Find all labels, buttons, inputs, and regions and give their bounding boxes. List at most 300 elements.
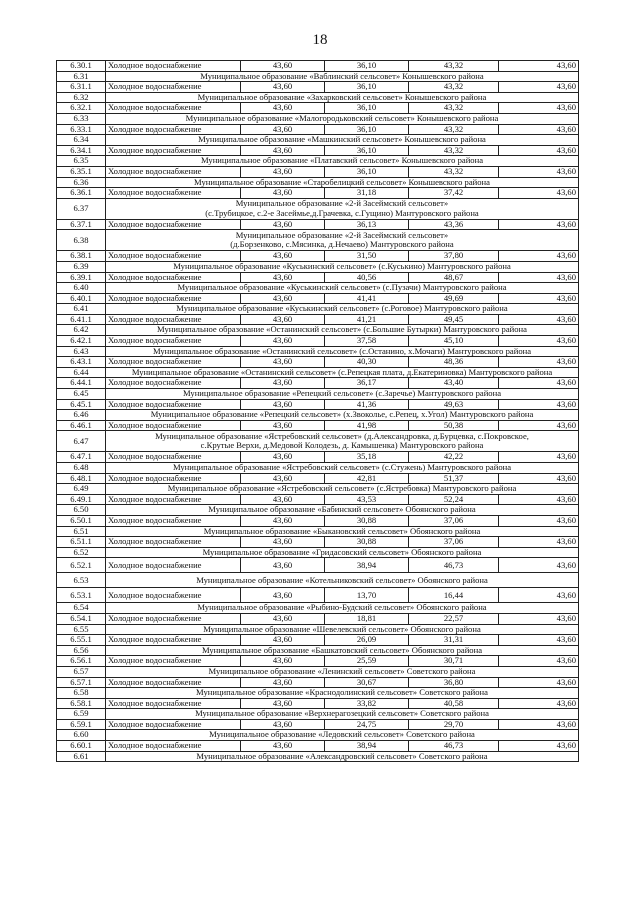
tariff-value: 43,60 — [241, 124, 325, 135]
tariff-value: 43,60 — [499, 251, 579, 262]
table-row — [57, 635, 579, 646]
tariff-value: 40,56 — [325, 272, 409, 283]
table-row — [57, 537, 579, 548]
tariff-value: 41,21 — [325, 314, 409, 325]
tariff-value: 25,59 — [325, 656, 409, 667]
section-title: Муниципальное образование «Ястребовский сельсовет» (с.Стужень) Мантуровского района — [106, 463, 579, 474]
table-row — [57, 677, 579, 688]
section-row — [57, 484, 579, 495]
tariff-value: 40,58 — [409, 698, 499, 709]
section-number: 6.50 — [57, 505, 106, 516]
tariff-value: 43,60 — [241, 336, 325, 347]
tariff-value: 24,75 — [325, 719, 409, 730]
tariff-value: 43,60 — [499, 314, 579, 325]
service-name: Холодное водоснабжение — [106, 219, 241, 230]
tariff-value: 43,32 — [409, 82, 499, 93]
service-name: Холодное водоснабжение — [106, 420, 241, 431]
service-name: Холодное водоснабжение — [106, 515, 241, 526]
tariff-value: 43,60 — [241, 293, 325, 304]
tariff-value: 37,06 — [409, 515, 499, 526]
section-title: Муниципальное образование «Ястребовский сельсовет» (с.Ястребовка) Мантуровского района — [106, 484, 579, 495]
service-name: Холодное водоснабжение — [106, 537, 241, 548]
table-row — [57, 336, 579, 347]
tariff-value: 42,22 — [409, 452, 499, 463]
section-row — [57, 177, 579, 188]
row-number: 6.47.1 — [57, 452, 106, 463]
service-name: Холодное водоснабжение — [106, 82, 241, 93]
tariff-value: 43,60 — [241, 537, 325, 548]
section-number: 6.40 — [57, 283, 106, 294]
tariff-value: 48,67 — [409, 272, 499, 283]
tariff-value: 43,32 — [409, 166, 499, 177]
section-number: 6.56 — [57, 645, 106, 656]
section-title-line: Муниципальное образование «Ястребовский сельсовет» (д.Александровка, д.Бурцевка, с.Покровское, — [155, 430, 529, 441]
service-name: Холодное водоснабжение — [106, 588, 241, 603]
section-row — [57, 688, 579, 699]
section-number: 6.41 — [57, 304, 106, 315]
service-name: Холодное водоснабжение — [106, 494, 241, 505]
tariff-value: 43,60 — [241, 145, 325, 156]
service-name: Холодное водоснабжение — [106, 656, 241, 667]
tariff-value: 46,73 — [409, 741, 499, 752]
tariff-value: 50,38 — [409, 420, 499, 431]
section-title: Муниципальное образование «Захарковский сельсовет» Конышевского района — [106, 92, 579, 103]
section-row — [57, 463, 579, 474]
row-number: 6.59.1 — [57, 719, 106, 730]
tariff-value: 38,94 — [325, 741, 409, 752]
section-row — [57, 367, 579, 378]
row-number: 6.38.1 — [57, 251, 106, 262]
section-title: Муниципальное образование «Рыбино-Будский сельсовет» Обоянского района — [106, 603, 579, 614]
tariff-value: 43,60 — [241, 473, 325, 484]
tariff-value: 43,60 — [499, 635, 579, 646]
section-row — [57, 709, 579, 720]
section-title: Муниципальное образование «Шевелевский сельсовет» Обоянского района — [106, 624, 579, 635]
service-name: Холодное водоснабжение — [106, 452, 241, 463]
tariff-value: 16,44 — [409, 588, 499, 603]
tariff-value: 43,32 — [409, 61, 499, 72]
tariff-value: 43,60 — [241, 188, 325, 199]
tariff-value: 43,60 — [241, 314, 325, 325]
tariff-value: 43,60 — [499, 420, 579, 431]
table-row — [57, 61, 579, 72]
tariff-value: 43,60 — [499, 494, 579, 505]
section-number: 6.44 — [57, 367, 106, 378]
row-number: 6.51.1 — [57, 537, 106, 548]
tariff-value: 43,60 — [499, 272, 579, 283]
table-row — [57, 272, 579, 283]
tariff-value: 36,80 — [409, 677, 499, 688]
section-title-line: с.Крутые Верхи, д.Медовой Колодезь, д. Камышенка) Мантуровского района — [200, 440, 484, 451]
tariff-value: 43,32 — [409, 103, 499, 114]
section-title: Муниципальное образование «Гридасовский сельсовет» Обоянского района — [106, 547, 579, 558]
section-number: 6.51 — [57, 526, 106, 537]
tariff-value: 37,58 — [325, 336, 409, 347]
section-title: Муниципальное образование «Александровский сельсовет» Советского района — [106, 751, 579, 762]
section-title: Муниципальное образование «Платавский сельсовет» Конышевского района — [106, 156, 579, 167]
tariff-value: 43,60 — [499, 677, 579, 688]
section-number: 6.53 — [57, 573, 106, 588]
tariff-value: 43,60 — [499, 741, 579, 752]
row-number: 6.42.1 — [57, 336, 106, 347]
table-row — [57, 251, 579, 262]
row-number: 6.46.1 — [57, 420, 106, 431]
table-row — [57, 314, 579, 325]
tariff-value: 43,60 — [241, 272, 325, 283]
row-number: 6.60.1 — [57, 741, 106, 752]
table-row — [57, 357, 579, 368]
section-number: 6.57 — [57, 666, 106, 677]
section-row — [57, 230, 579, 251]
section-title: Муниципальное образование «Репецкий сельсовет» (х.Звоколье, с.Репец, х.Угол) Мантуровского района — [106, 410, 579, 421]
service-name: Холодное водоснабжение — [106, 635, 241, 646]
tariff-value: 43,60 — [241, 357, 325, 368]
row-number: 6.36.1 — [57, 188, 106, 199]
tariff-value: 43,60 — [241, 741, 325, 752]
section-number: 6.35 — [57, 156, 106, 167]
section-title-line: Муниципальное образование «2-й Засеймский сельсовет» — [235, 198, 449, 209]
table-row — [57, 145, 579, 156]
tariff-value: 43,60 — [499, 588, 579, 603]
service-name: Холодное водоснабжение — [106, 719, 241, 730]
section-row — [57, 505, 579, 516]
service-name: Холодное водоснабжение — [106, 314, 241, 325]
service-name: Холодное водоснабжение — [106, 188, 241, 199]
section-number: 6.45 — [57, 389, 106, 400]
section-number: 6.38 — [57, 230, 106, 251]
section-row — [57, 603, 579, 614]
section-number: 6.60 — [57, 730, 106, 741]
section-row — [57, 666, 579, 677]
section-row — [57, 730, 579, 741]
tariff-value: 43,60 — [499, 399, 579, 410]
section-row — [57, 304, 579, 315]
tariff-table — [56, 60, 579, 762]
service-name: Холодное водоснабжение — [106, 357, 241, 368]
tariff-value: 42,81 — [325, 473, 409, 484]
tariff-value: 43,32 — [409, 145, 499, 156]
row-number: 6.37.1 — [57, 219, 106, 230]
tariff-value: 41,41 — [325, 293, 409, 304]
tariff-value: 43,60 — [241, 420, 325, 431]
service-name: Холодное водоснабжение — [106, 61, 241, 72]
section-row — [57, 283, 579, 294]
table-row — [57, 494, 579, 505]
tariff-value: 22,57 — [409, 613, 499, 624]
service-name: Холодное водоснабжение — [106, 473, 241, 484]
tariff-value: 43,60 — [241, 219, 325, 230]
row-number: 6.56.1 — [57, 656, 106, 667]
tariff-value: 43,32 — [409, 124, 499, 135]
section-title-line: (д.Борзенково, с.Мясинка, д.Нечаево) Мантуровского района — [230, 239, 454, 250]
tariff-value: 37,80 — [409, 251, 499, 262]
tariff-value: 43,60 — [499, 188, 579, 199]
tariff-value: 31,18 — [325, 188, 409, 199]
tariff-value: 13,70 — [325, 588, 409, 603]
service-name: Холодное водоснабжение — [106, 677, 241, 688]
tariff-value: 43,60 — [499, 357, 579, 368]
section-title: Муниципальное образование «Малогородьковский сельсовет» Конышевского района — [106, 113, 579, 124]
tariff-value: 49,69 — [409, 293, 499, 304]
tariff-value: 30,67 — [325, 677, 409, 688]
table-row — [57, 188, 579, 199]
service-name: Холодное водоснабжение — [106, 698, 241, 709]
row-number: 6.30.1 — [57, 61, 106, 72]
tariff-value: 33,82 — [325, 698, 409, 709]
tariff-value: 43,60 — [241, 452, 325, 463]
table-row — [57, 613, 579, 624]
section-number: 6.46 — [57, 410, 106, 421]
table-row — [57, 588, 579, 603]
section-number: 6.48 — [57, 463, 106, 474]
row-number: 6.31.1 — [57, 82, 106, 93]
row-number: 6.54.1 — [57, 613, 106, 624]
section-number: 6.34 — [57, 135, 106, 146]
table-row — [57, 515, 579, 526]
service-name: Холодное водоснабжение — [106, 741, 241, 752]
tariff-value: 37,42 — [409, 188, 499, 199]
tariff-value: 18,81 — [325, 613, 409, 624]
tariff-value: 29,70 — [409, 719, 499, 730]
tariff-value: 43,60 — [499, 145, 579, 156]
row-number: 6.49.1 — [57, 494, 106, 505]
service-name: Холодное водоснабжение — [106, 378, 241, 389]
table-row — [57, 219, 579, 230]
tariff-value: 51,37 — [409, 473, 499, 484]
tariff-value: 38,94 — [325, 558, 409, 573]
tariff-value: 41,98 — [325, 420, 409, 431]
tariff-value: 43,60 — [241, 635, 325, 646]
section-row — [57, 645, 579, 656]
tariff-value: 48,36 — [409, 357, 499, 368]
service-name: Холодное водоснабжение — [106, 399, 241, 410]
row-number: 6.52.1 — [57, 558, 106, 573]
tariff-value: 43,36 — [409, 219, 499, 230]
section-row — [57, 547, 579, 558]
table-row — [57, 656, 579, 667]
row-number: 6.48.1 — [57, 473, 106, 484]
row-number: 6.33.1 — [57, 124, 106, 135]
tariff-value: 43,60 — [499, 656, 579, 667]
section-number: 6.39 — [57, 261, 106, 272]
row-number: 6.50.1 — [57, 515, 106, 526]
tariff-value: 41,36 — [325, 399, 409, 410]
section-row — [57, 325, 579, 336]
tariff-value: 36,10 — [325, 82, 409, 93]
row-number: 6.58.1 — [57, 698, 106, 709]
tariff-value: 31,31 — [409, 635, 499, 646]
tariff-value: 43,60 — [241, 588, 325, 603]
section-title: Муниципальное образование «Верхнерагозецкий сельсовет» Советского района — [106, 709, 579, 720]
tariff-value: 30,88 — [325, 537, 409, 548]
tariff-value: 43,60 — [241, 656, 325, 667]
section-number: 6.31 — [57, 71, 106, 82]
tariff-value: 36,13 — [325, 219, 409, 230]
service-name: Холодное водоснабжение — [106, 613, 241, 624]
section-number: 6.52 — [57, 547, 106, 558]
section-title: Муниципальное образование «Ленинский сельсовет» Советского района — [106, 666, 579, 677]
section-title: Муниципальное образование «Башкатовский сельсовет» Обоянского района — [106, 645, 579, 656]
section-title: Муниципальное образование «Котельниковский сельсовет» Обоянского района — [106, 573, 579, 588]
service-name: Холодное водоснабжение — [106, 558, 241, 573]
section-row — [57, 92, 579, 103]
row-number: 6.55.1 — [57, 635, 106, 646]
tariff-value: 43,53 — [325, 494, 409, 505]
section-row — [57, 198, 579, 219]
section-number: 6.42 — [57, 325, 106, 336]
tariff-value: 43,60 — [499, 124, 579, 135]
section-row — [57, 573, 579, 588]
tariff-value: 43,60 — [499, 293, 579, 304]
row-number: 6.35.1 — [57, 166, 106, 177]
tariff-value: 36,10 — [325, 61, 409, 72]
section-number: 6.47 — [57, 431, 106, 452]
tariff-value: 43,60 — [499, 103, 579, 114]
section-title: Муниципальное образование «Останинский сельсовет» (с.Останино, х.Мочаги) Мантуровского района — [106, 346, 579, 357]
section-number: 6.32 — [57, 92, 106, 103]
tariff-value: 43,60 — [241, 166, 325, 177]
tariff-value: 43,60 — [241, 82, 325, 93]
table-row — [57, 82, 579, 93]
section-number: 6.37 — [57, 198, 106, 219]
tariff-value: 45,10 — [409, 336, 499, 347]
tariff-value: 43,40 — [409, 378, 499, 389]
section-row — [57, 526, 579, 537]
tariff-value: 43,60 — [241, 515, 325, 526]
tariff-value: 43,60 — [241, 677, 325, 688]
tariff-value: 49,45 — [409, 314, 499, 325]
tariff-value: 36,10 — [325, 145, 409, 156]
section-title: Муниципальное образование «Ваблинский сельсовет» Конышевского района — [106, 71, 579, 82]
row-number: 6.43.1 — [57, 357, 106, 368]
section-row — [57, 431, 579, 452]
tariff-value: 43,60 — [241, 399, 325, 410]
tariff-value: 43,60 — [499, 219, 579, 230]
tariff-value: 43,60 — [499, 719, 579, 730]
tariff-value: 31,50 — [325, 251, 409, 262]
tariff-value: 43,60 — [499, 537, 579, 548]
section-row — [57, 156, 579, 167]
table-row — [57, 166, 579, 177]
tariff-value: 43,60 — [241, 698, 325, 709]
service-name: Холодное водоснабжение — [106, 336, 241, 347]
tariff-value: 43,60 — [499, 452, 579, 463]
table-row — [57, 420, 579, 431]
table-row — [57, 719, 579, 730]
tariff-value: 43,60 — [499, 698, 579, 709]
row-number: 6.41.1 — [57, 314, 106, 325]
table-row — [57, 293, 579, 304]
section-title: Муниципальное образование «Куськинский сельсовет» (с.Роговое) Мантуровского района — [106, 304, 579, 315]
service-name: Холодное водоснабжение — [106, 272, 241, 283]
tariff-value: 43,60 — [499, 378, 579, 389]
tariff-value: 43,60 — [499, 82, 579, 93]
section-number: 6.55 — [57, 624, 106, 635]
tariff-value: 40,30 — [325, 357, 409, 368]
row-number: 6.32.1 — [57, 103, 106, 114]
table-row — [57, 698, 579, 709]
section-row — [57, 346, 579, 357]
section-title: Муниципальное образование «Бабинский сельсовет» Обоянского района — [106, 505, 579, 516]
tariff-value: 43,60 — [499, 166, 579, 177]
tariff-value: 46,73 — [409, 558, 499, 573]
tariff-value: 37,06 — [409, 537, 499, 548]
tariff-value: 43,60 — [499, 558, 579, 573]
service-name: Холодное водоснабжение — [106, 293, 241, 304]
section-title — [106, 198, 579, 219]
table-row — [57, 103, 579, 114]
row-number: 6.45.1 — [57, 399, 106, 410]
tariff-value: 36,10 — [325, 124, 409, 135]
row-number: 6.53.1 — [57, 588, 106, 603]
section-number: 6.59 — [57, 709, 106, 720]
row-number: 6.57.1 — [57, 677, 106, 688]
section-row — [57, 389, 579, 400]
section-number: 6.49 — [57, 484, 106, 495]
row-number: 6.40.1 — [57, 293, 106, 304]
section-number: 6.61 — [57, 751, 106, 762]
section-title: Муниципальное образование «Ледовский сельсовет» Советского района — [106, 730, 579, 741]
section-title-line: (с.Трубицкое, с.2-е Засеймье,д.Грачевка, с.Гущино) Мантуровского района — [205, 207, 479, 218]
row-number: 6.39.1 — [57, 272, 106, 283]
tariff-value: 30,88 — [325, 515, 409, 526]
section-title: Муниципальное образование «Быкановский сельсовет» Обоянского района — [106, 526, 579, 537]
tariff-value: 43,60 — [499, 473, 579, 484]
section-row — [57, 624, 579, 635]
section-number: 6.33 — [57, 113, 106, 124]
section-number: 6.58 — [57, 688, 106, 699]
tariff-value: 52,24 — [409, 494, 499, 505]
section-title: Муниципальное образование «Старобелицкий сельсовет» Конышевского района — [106, 177, 579, 188]
section-title: Муниципальное образование «Останинский сельсовет» (с.Большие Бутырки) Мантуровского района — [106, 325, 579, 336]
tariff-value: 43,60 — [241, 494, 325, 505]
service-name: Холодное водоснабжение — [106, 124, 241, 135]
table-row — [57, 452, 579, 463]
tariff-value: 35,18 — [325, 452, 409, 463]
section-number: 6.54 — [57, 603, 106, 614]
section-title — [106, 431, 579, 452]
tariff-value: 36,10 — [325, 103, 409, 114]
section-title: Муниципальное образование «Репецкий сельсовет» (с.Заречье) Мантуровского района — [106, 389, 579, 400]
tariff-value: 36,17 — [325, 378, 409, 389]
section-title-line: Муниципальное образование «2-й Засеймский сельсовет» — [235, 229, 449, 240]
row-number: 6.34.1 — [57, 145, 106, 156]
tariff-value: 49,63 — [409, 399, 499, 410]
section-title — [106, 230, 579, 251]
tariff-value: 43,60 — [499, 61, 579, 72]
section-row — [57, 261, 579, 272]
section-row — [57, 751, 579, 762]
tariff-value: 43,60 — [241, 613, 325, 624]
section-title: Муниципальное образование «Останинский сельсовет» (с.Репецкая плата, д.Екатериновка) Мантуровского района — [106, 367, 579, 378]
section-title: Муниципальное образование «Машкинский сельсовет» Конышевского района — [106, 135, 579, 146]
section-row — [57, 113, 579, 124]
tariff-value: 43,60 — [499, 336, 579, 347]
table-row — [57, 741, 579, 752]
table-row — [57, 399, 579, 410]
section-number: 6.43 — [57, 346, 106, 357]
table-row — [57, 124, 579, 135]
tariff-value: 43,60 — [241, 719, 325, 730]
tariff-value: 43,60 — [241, 61, 325, 72]
row-number: 6.44.1 — [57, 378, 106, 389]
tariff-value: 43,60 — [241, 251, 325, 262]
service-name: Холодное водоснабжение — [106, 145, 241, 156]
tariff-value: 30,71 — [409, 656, 499, 667]
tariff-value: 43,60 — [241, 378, 325, 389]
tariff-value: 43,60 — [499, 613, 579, 624]
page-number: 18 — [312, 32, 328, 48]
